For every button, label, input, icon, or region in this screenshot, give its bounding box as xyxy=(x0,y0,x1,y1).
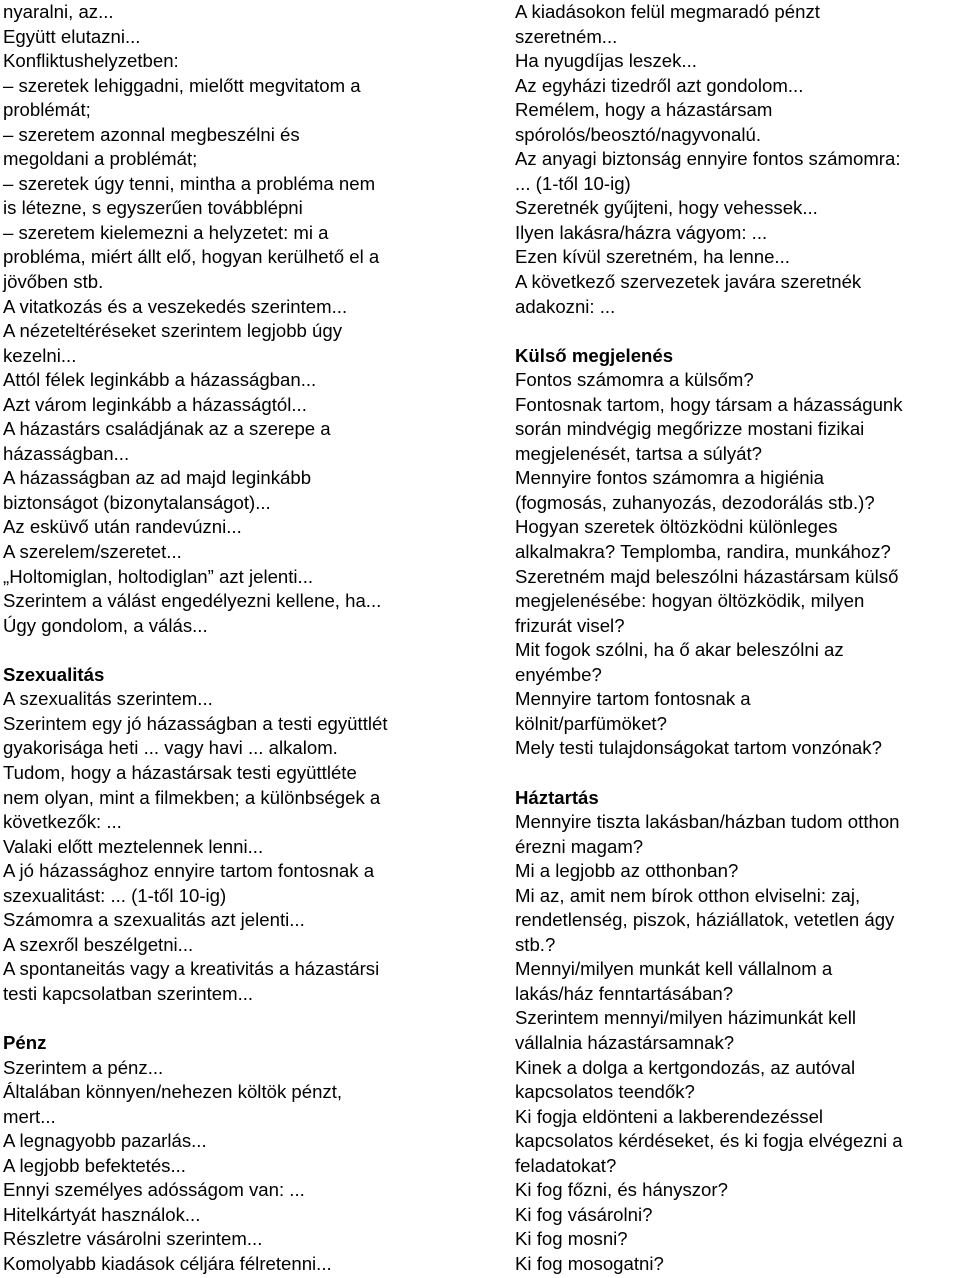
text-line: Fontos számomra a külsőm? xyxy=(515,369,754,391)
text-line: megoldani a problémát; xyxy=(3,148,198,170)
text-line: – szeretem kielemezni a helyzetet: mi a xyxy=(3,221,329,243)
text-line: A szexről beszélgetni... xyxy=(3,933,194,955)
text-line: enyémbe? xyxy=(515,663,602,685)
text-line: jövőben stb. xyxy=(3,271,104,293)
text-line: Az esküvő után randevúzni... xyxy=(3,516,242,538)
text-line: Ki fog mosogatni? xyxy=(515,1252,664,1274)
text-line: házasságban... xyxy=(3,442,130,464)
text-line: spórolós/beosztó/nagyvonalú. xyxy=(515,123,762,145)
text-line: Ki fog mosni? xyxy=(515,1228,628,1250)
text-line: megjelenésébe: hogyan öltözködik, milyen xyxy=(515,590,865,612)
text-line: – szeretek úgy tenni, mintha a probléma nem xyxy=(3,172,376,194)
text-line: stb.? xyxy=(515,933,556,955)
text-line: – szeretem azonnal megbeszélni és xyxy=(3,123,300,145)
text-line: vállalnia házastársamnak? xyxy=(515,1031,735,1053)
text-line: szeretném... xyxy=(515,25,618,47)
text-line: ... (1-től 10-ig) xyxy=(515,172,631,194)
text-line: nem olyan, mint a filmekben; a különbségek a xyxy=(3,786,381,808)
text-line: kölnit/parfümöket? xyxy=(515,712,667,734)
text-line: mert... xyxy=(3,1105,56,1127)
text-line: frizurát visel? xyxy=(515,614,625,636)
text-line: Szerintem egy jó házasságban a testi együttlét xyxy=(3,712,388,734)
text-line: A szexualitás szerintem... xyxy=(3,688,213,710)
text-line: Ki fog főzni, és hányszor? xyxy=(515,1179,728,1201)
text-line: testi kapcsolatban szerintem... xyxy=(3,982,254,1004)
text-line: Szerintem a válást engedélyezni kellene, ha... xyxy=(3,590,382,612)
text-line: Fontosnak tartom, hogy társam a házasságunk xyxy=(515,393,903,415)
text-line: érezni magam? xyxy=(515,835,644,857)
text-line: probléma, miért állt elő, hogyan kerülhető el a xyxy=(3,246,380,268)
text-line: is létezne, s egyszerűen továbblépni xyxy=(3,197,303,219)
text-line: következők: ... xyxy=(3,811,122,833)
text-line: Valaki előtt meztelennek lenni... xyxy=(3,835,264,857)
text-line: adakozni: ... xyxy=(515,295,616,317)
text-line: lakás/ház fenntartásában? xyxy=(515,982,734,1004)
text-line: Mennyire tartom fontosnak a xyxy=(515,688,751,710)
section-heading: Külső megjelenés xyxy=(515,344,674,366)
text-line: nyaralni, az... xyxy=(3,1,114,22)
text-line: Komolyabb kiadások céljára félretenni... xyxy=(3,1252,332,1274)
text-line: Ki fog vásárolni? xyxy=(515,1203,653,1225)
text-line: Tudom, hogy a házastársak testi együttléte xyxy=(3,761,357,783)
text-line: A jó házassághoz ennyire tartom fontosnak a xyxy=(3,860,375,882)
text-line: A házastárs családjának az a szerepe a xyxy=(3,418,331,440)
text-line: problémát; xyxy=(3,99,91,121)
text-line: A spontaneitás vagy a kreativitás a házastársi xyxy=(3,958,380,980)
text-line: Mennyire tiszta lakásban/házban tudom otthon xyxy=(515,811,900,833)
text-line: megjelenését, tartsa a súlyát? xyxy=(515,442,763,464)
text-line: Mit fogok szólni, ha ő akar beleszólni az xyxy=(515,639,844,661)
text-line: A házasságban az ad majd leginkább xyxy=(3,467,312,489)
section-heading: Pénz xyxy=(3,1031,47,1053)
text-line: Szeretném majd beleszólni házastársam külső xyxy=(515,565,899,587)
text-line: Konfliktushelyzetben: xyxy=(3,50,179,72)
text-line: Remélem, hogy a házastársam xyxy=(515,99,773,121)
text-line: feladatokat? xyxy=(515,1154,617,1176)
text-line: Az egyházi tizedről azt gondolom... xyxy=(515,74,804,96)
text-line: Ilyen lakásra/házra vágyom: ... xyxy=(515,221,768,243)
text-line: Hitelkártyát használok... xyxy=(3,1203,201,1225)
text-line: során mindvégig megőrizze mostani fizikai xyxy=(515,418,865,440)
right-column xyxy=(515,0,960,1276)
text-line: A szerelem/szeretet... xyxy=(3,541,182,563)
text-line: rendetlenség, piszok, háziállatok, vetetlen ágy xyxy=(515,909,895,931)
text-line: kapcsolatos kérdéseket, és ki fogja elvégezni a xyxy=(515,1130,903,1152)
text-line: Szerintem a pénz... xyxy=(3,1056,164,1078)
text-line: Mennyi/milyen munkát kell vállalnom a xyxy=(515,958,833,980)
left-column xyxy=(3,0,473,1276)
text-line: A kiadásokon felül megmaradó pénzt xyxy=(515,1,820,22)
text-line: Az anyagi biztonság ennyire fontos számomra: xyxy=(515,148,901,170)
text-line: A következő szervezetek javára szeretnék xyxy=(515,271,862,293)
text-line: Szerintem mennyi/milyen házimunkát kell xyxy=(515,1007,857,1029)
text-line: A vitatkozás és a veszekedés szerintem... xyxy=(3,295,348,317)
text-line: Attól félek leginkább a házasságban... xyxy=(3,369,317,391)
text-line: A nézeteltéréseket szerintem legjobb úgy xyxy=(3,320,343,342)
text-line: „Holtomiglan, holtodiglan” azt jelenti... xyxy=(3,565,314,587)
text-line: kapcsolatos teendők? xyxy=(515,1081,695,1103)
text-line: Ki fogja eldönteni a lakberendezéssel xyxy=(515,1105,824,1127)
text-line: Hogyan szeretek öltözködni különleges xyxy=(515,516,838,538)
text-line: szexualitást: ... (1-től 10-ig) xyxy=(3,884,227,906)
text-line: alkalmakra? Templomba, randira, munkához? xyxy=(515,541,891,563)
text-line: Ezen kívül szeretném, ha lenne... xyxy=(515,246,790,268)
text-line: Ennyi személyes adósságom van: ... xyxy=(3,1179,305,1201)
text-line: Úgy gondolom, a válás... xyxy=(3,614,208,636)
text-line: Azt várom leginkább a házasságtól... xyxy=(3,393,307,415)
section-heading: Háztartás xyxy=(515,786,599,808)
text-line: Szeretnék gyűjteni, hogy vehessek... xyxy=(515,197,818,219)
text-line: kezelni... xyxy=(3,344,77,366)
text-line: Mi a legjobb az otthonban? xyxy=(515,860,739,882)
text-line: Ha nyugdíjas leszek... xyxy=(515,50,697,72)
text-line: Együtt elutazni... xyxy=(3,25,141,47)
text-line: A legjobb befektetés... xyxy=(3,1154,186,1176)
text-line: Mennyire fontos számomra a higiénia xyxy=(515,467,825,489)
text-line: Részletre vásárolni szerintem... xyxy=(3,1228,263,1250)
text-line: gyakorisága heti ... vagy havi ... alkalom. xyxy=(3,737,338,759)
text-line: Mely testi tulajdonságokat tartom vonzónak? xyxy=(515,737,882,759)
text-line: Általában könnyen/nehezen költök pénzt, xyxy=(3,1081,343,1103)
text-line: A legnagyobb pazarlás... xyxy=(3,1130,207,1152)
text-line: Mi az, amit nem bírok otthon elviselni: zaj, xyxy=(515,884,861,906)
text-line: biztonságot (bizonytalanságot)... xyxy=(3,491,271,513)
section-heading: Szexualitás xyxy=(3,663,105,685)
text-line: – szeretek lehiggadni, mielőtt megvitatom a xyxy=(3,74,361,96)
text-line: (fogmosás, zuhanyozás, dezodorálás stb.)? xyxy=(515,491,875,513)
text-line: Kinek a dolga a kertgondozás, az autóval xyxy=(515,1056,856,1078)
text-line: Számomra a szexualitás azt jelenti... xyxy=(3,909,305,931)
